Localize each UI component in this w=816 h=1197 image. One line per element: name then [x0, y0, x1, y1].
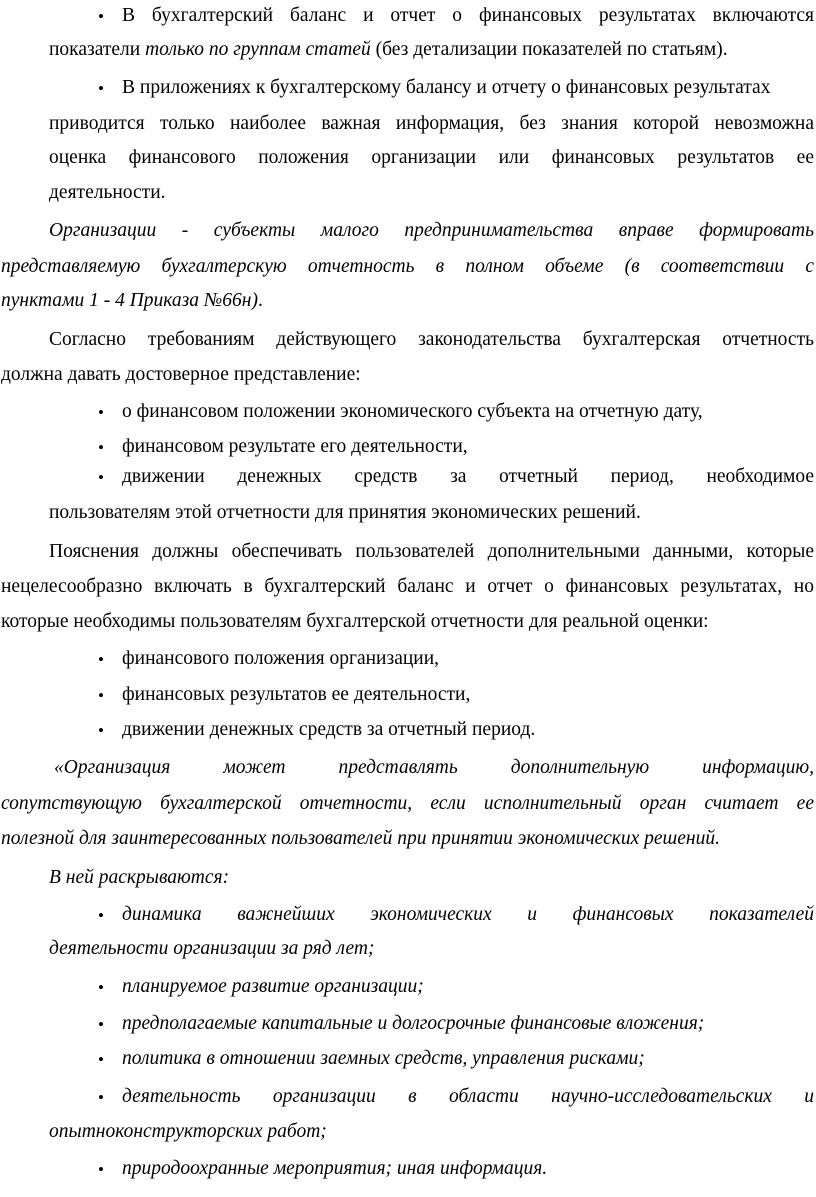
bullet: •	[98, 438, 104, 457]
list4-item5-line2: опытноконструкторских работ;	[49, 1121, 327, 1142]
text-run: иная информация.	[396, 1158, 548, 1179]
disclosed-heading: В ней раскрываются:	[49, 867, 230, 888]
list4-item5-line1: деятельность организации в области научно-исследовательских и	[122, 1086, 814, 1107]
list2-item1: о финансовом положении экономического субъекта на отчетную дату,	[122, 401, 703, 422]
bullet: •	[98, 650, 104, 669]
list1-item1-line1: В бухгалтерский баланс и отчет о финансовых результатах включаются	[122, 5, 814, 26]
text-run: (без детализации показателей по статьям).	[370, 39, 728, 60]
list1-item2-line2: приводится только наиболее важная информация, без знания которой невозможна	[49, 113, 814, 134]
bullet: •	[98, 721, 104, 740]
para3-line2: нецелесообразно включать в бухгалтерский баланс и отчет о финансовых результатах, но	[1, 576, 814, 597]
quote-para-line2: сопутствующую бухгалтерской отчетности, если исполнительный орган считает ее	[1, 793, 814, 814]
list2-continuation: пользователям этой отчетности для принятия экономических решений.	[49, 502, 641, 523]
text-run: природоохранные мероприятия;	[122, 1158, 393, 1179]
list3-item1: финансового положения организации,	[122, 648, 440, 669]
para2-line1: Согласно требованиям действующего законодательства бухгалтерская отчетность	[49, 329, 814, 350]
bullet: •	[98, 7, 104, 26]
list4-item1-line2: деятельности организации за ряд лет;	[49, 938, 375, 959]
text-run: .	[257, 290, 263, 311]
list4-item6	[122, 1157, 547, 1181]
list2-item2: финансовом результате его деятельности,	[122, 436, 468, 457]
bullet: •	[98, 403, 104, 422]
list3-item2: финансовых результатов ее деятельности,	[122, 684, 471, 705]
para3-line3: которые необходимы пользователям бухгалтерской отчетности для реальной оценки:	[1, 611, 709, 632]
bullet: •	[98, 1050, 104, 1069]
list1-item2-line3: оценка финансового положения организации или финансовых результатов ее	[49, 147, 814, 168]
bullet: •	[98, 79, 104, 98]
bullet: •	[98, 1160, 104, 1179]
italic-para1-line1: Организации - субъекты малого предпринимательства вправе формировать	[49, 220, 814, 241]
list4-item2: планируемое развитие организации;	[122, 976, 424, 997]
bullet: •	[98, 978, 104, 997]
list4-item1-line1: динамика важнейших экономических и финансовых показателей	[122, 904, 814, 925]
bullet: •	[98, 686, 104, 705]
list2-item3: движении денежных средств за отчетный период, необходимое	[122, 466, 814, 487]
italic-run: пунктами 1 - 4 Приказа №66н)	[1, 290, 258, 311]
list4-item3: предполагаемые капитальные и долгосрочные финансовые вложения;	[122, 1013, 705, 1034]
list1-item2-line1: В приложениях к бухгалтерскому балансу и отчету о финансовых результатах	[122, 77, 771, 98]
para2-line2: должна давать достоверное представление:	[1, 364, 361, 385]
bullet: •	[98, 1088, 104, 1107]
bullet: •	[98, 1015, 104, 1034]
italic-para1-line3	[1, 289, 263, 313]
quote-para-line3: полезной для заинтересованных пользователей при принятии экономических решений.	[1, 828, 720, 849]
list1-item2-line4: деятельности.	[49, 182, 166, 203]
italic-para1-line2: представляемую бухгалтерскую отчетность в полном объеме (в соответствии с	[1, 256, 814, 277]
italic-run: только по группам статей	[145, 39, 371, 60]
para3-line1: Пояснения должны обеспечивать пользователей дополнительными данными, которые	[49, 541, 814, 562]
list4-item4: политика в отношении заемных средств, управления рисками;	[122, 1048, 645, 1069]
list3-item3: движении денежных средств за отчетный период.	[122, 719, 536, 740]
bullet: •	[98, 468, 104, 487]
quote-para-line1: «Организация может представлять дополнительную информацию,	[54, 757, 814, 778]
list1-item1-line2	[49, 38, 728, 62]
bullet: •	[98, 906, 104, 925]
text-run: показатели	[49, 39, 146, 60]
